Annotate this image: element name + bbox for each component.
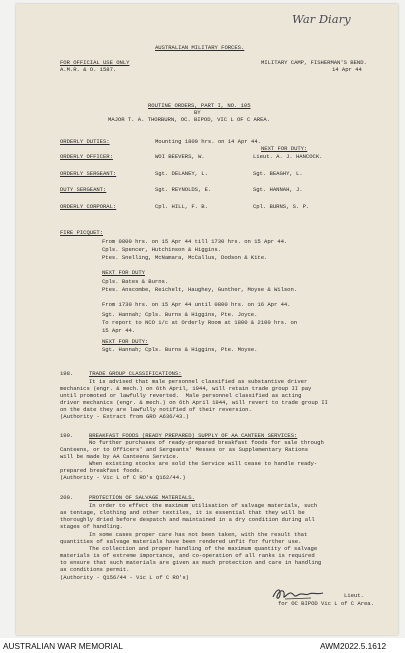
header-date: 14 Apr 44 xyxy=(332,66,362,73)
item-number: 200. xyxy=(60,494,74,501)
fire-picquet-heading: FIRE PICQUET: xyxy=(60,229,103,236)
item-line: It is advised that male personnel classified as substantive driver xyxy=(89,378,308,385)
fire-picquet-next-line: Cpls. Bates & Burns. xyxy=(102,278,169,285)
item-line: The collection and proper handling of the maximum quantity of salvage xyxy=(89,545,318,552)
item-line: on the date they are lawfully notified of their reversion. xyxy=(60,406,252,413)
item-number: 199. xyxy=(60,432,74,439)
item-line: as tentage, clothing and other textiles, it is essential that they will be xyxy=(60,509,305,516)
duty-label: ORDERLY SERGEANT: xyxy=(60,170,117,177)
item-line: driver mechanics (engr. & mech.) on 6th April 1944, will revert to trade group II xyxy=(60,399,328,406)
item-heading: TRADE GROUP CLASSIFICATIONS: xyxy=(89,370,182,377)
item-number: 198. xyxy=(60,370,74,377)
item-line: prepared breakfast foods. xyxy=(60,467,143,474)
item-line: mechanics (engr. & mech.) on 6th April, 1944, will retain trade group II pay xyxy=(60,385,312,392)
item-line: stages of handling. xyxy=(60,523,123,530)
duty-current: WOI BEEVERS, W. xyxy=(155,153,205,160)
item-line: (Authority - Vic L of C RO's Q162/44.) xyxy=(60,474,186,481)
item-heading: BREAKFAST FOODS (READY PREPARED) SUPPLY OF AA CANTEEN SERVICES: xyxy=(89,432,298,439)
archive-name: AUSTRALIAN WAR MEMORIAL xyxy=(3,641,124,651)
document-title: AUSTRALIAN MILITARY FORCES. xyxy=(155,44,245,51)
duty-label: DUTY SERGEANT: xyxy=(60,186,107,193)
fire-picquet-next-line: Sgt. Hannah; Cpls. Burns & Higgins, Pte. Moyse. xyxy=(102,346,258,353)
item-line: materials is of extreme importance, and co-operation of all ranks is required xyxy=(60,552,315,559)
archive-footer xyxy=(0,638,405,653)
orders-by: BY xyxy=(194,109,201,116)
item-line: thoroughly dried before despatch and maintained in a dry condition during all xyxy=(60,516,315,523)
duty-label: ORDERLY OFFICER: xyxy=(60,153,113,160)
fire-picquet-line: Ptes. Snelling, McNamara, McCallus, Dodson & Kite. xyxy=(102,254,268,261)
fire-picquet-line: From 1730 hrs. on 15 Apr 44 until 0800 hrs. on 16 Apr 44. xyxy=(102,301,291,308)
item-line: as conditions permit. xyxy=(60,566,130,573)
duty-current: Cpl. HILL, F. B. xyxy=(155,203,208,210)
duty-current: Sgt. REYNOLDS, E. xyxy=(155,186,212,193)
duty-current: Sgt. DELANEY, L. xyxy=(155,170,208,177)
regulation-ref: A.M.R. & O. 1587. xyxy=(60,66,117,73)
item-line: to ensure that such materials are given as much protection and care in handling xyxy=(60,559,322,566)
duty-next: Lieut. A. J. HANCOCK. xyxy=(253,153,323,160)
signature-unit: for OC BIPOD Vic L of C Area. xyxy=(278,600,374,607)
item-line: When existing stocks are sold the Service will cease to handle ready- xyxy=(89,460,318,467)
duty-label: ORDERLY DUTIES: xyxy=(60,138,110,145)
fire-picquet-next-heading: NEXT FOR DUTY xyxy=(102,269,145,276)
fire-picquet-line: To report to NCO i/c at Orderly Room at 1800 & 2100 hrs. on xyxy=(102,319,298,326)
item-line: will be made by AA Canteens Service. xyxy=(60,453,180,460)
item-line: Canteens, or to Officers' and Sergeants' Messes or as Supplementary Rations xyxy=(60,446,309,453)
item-line: In order to effect the maximum utilisation of salvage materials, such xyxy=(89,502,318,509)
handwritten-annotation: War Diary xyxy=(292,12,351,26)
fire-picquet-next-heading: NEXT FOR DUTY: xyxy=(102,338,149,345)
duty-next: Sgt. BEAGHY, L. xyxy=(253,170,303,177)
document-page xyxy=(16,4,398,635)
camp-name: MILITARY CAMP, FISHERMAN'S BEND. xyxy=(261,59,367,66)
item-line: In some cases proper care has not been taken, with the result that xyxy=(89,531,308,538)
item-line: (Authority - Extract from GRO A636/43.) xyxy=(60,413,189,420)
item-line: No further purchases of ready-prepared breakfast foods for sale through xyxy=(89,439,324,446)
duty-next: Cpl. BURNS, S. P. xyxy=(253,203,310,210)
signature-rank: Lieut. xyxy=(344,592,364,599)
fire-picquet-line: Sgt. Hannah; Cpls. Burns & Higgins, Pte. Joyce. xyxy=(102,311,258,318)
duty-current: Mounting 1800 hrs. on 14 Apr 44. xyxy=(155,138,261,145)
item-heading: PROTECTION OF SALVAGE MATERIALS. xyxy=(89,494,195,501)
official-use-label: FOR OFFICIAL USE ONLY xyxy=(60,59,130,66)
duty-next: Sgt. HANNAH, J. xyxy=(253,186,303,193)
fire-picquet-line: From 0800 hrs. on 15 Apr 44 till 1730 hrs. on 15 Apr 44. xyxy=(102,238,288,245)
fire-picquet-line: 15 Apr 44. xyxy=(102,327,136,334)
duty-label: ORDERLY CORPORAL: xyxy=(60,203,117,210)
fire-picquet-next-line: Ptes. Anscombe, Reichelt, Haughey, Gunther, Moyse & Wilson. xyxy=(102,286,298,293)
orders-title: ROUTINE ORDERS, PART I, NO. 105 xyxy=(148,102,251,109)
item-line: until promoted or lawfully reverted. Male personnel classified as acting xyxy=(60,392,302,399)
fire-picquet-line: Cpls. Spencer, Hutchinson & Higgins. xyxy=(102,246,222,253)
archive-reference: AWM2022.5.1612 xyxy=(320,641,387,651)
next-for-duty-heading: NEXT FOR DUTY: xyxy=(261,145,308,152)
item-line: (Authority - Q156/44 - Vic L of C RO's) xyxy=(60,574,189,581)
item-line: quantities of salvage materials have been rendered unfit for further use. xyxy=(60,538,302,545)
orders-by-line: MAJOR T. A. THORBURN, OC. BIPOD, VIC L OF C AREA. xyxy=(108,116,271,123)
